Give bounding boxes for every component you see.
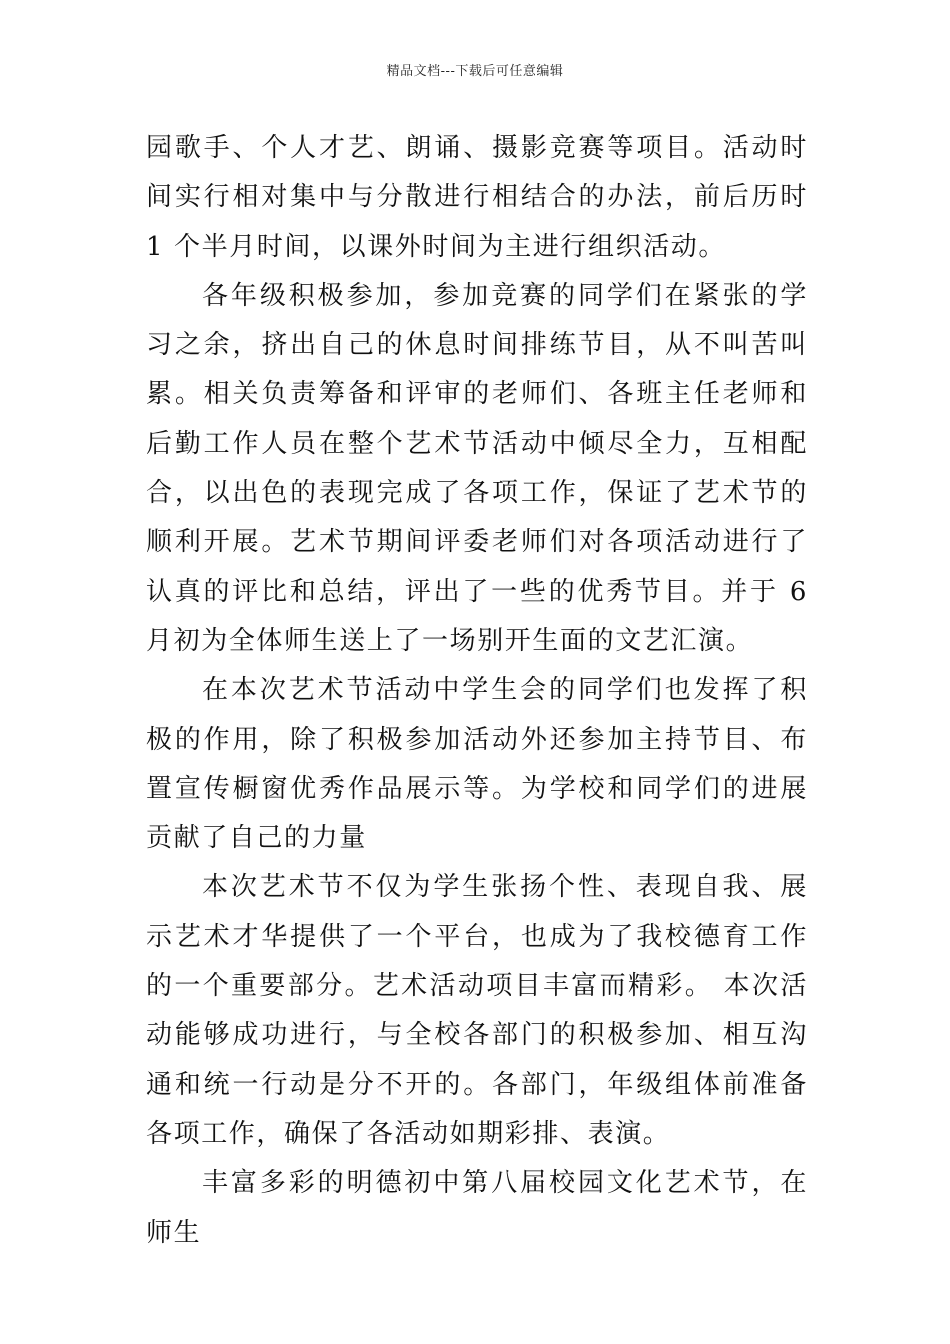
document-body	[146, 124, 808, 1258]
page-header: 精品文档---下载后可任意编辑	[386, 64, 564, 79]
paragraph-1: 园歌手、个人才艺、朗诵、摄影竞赛等项目。活动时间实行相对集中与分散进行相结合的办法，前后历时 1 个半月时间，以课外时间为主进行组织活动。	[146, 133, 808, 262]
paragraph-2: 各年级积极参加，参加竞赛的同学们在紧张的学习之余，挤出自己的休息时间排练节目，从不叫苦叫累。相关负责筹备和评审的老师们、各班主任老师和后勤工作人员在整个艺术节活动中倾尽全力，互相配合，以出色的表现完成了各项工作，保证了艺术节的顺利开展。艺术节期间评委老师们对各项活动进行了认真的评比和总结，评出了一些的优秀节目。并于 6 月初为全体师生送上了一场别开生面的文艺汇演。	[146, 280, 808, 656]
paragraph-4: 本次艺术节不仅为学生张扬个性、表现自我、展示艺术才华提供了一个平台，也成为了我校德育工作的一个重要部分。艺术活动项目丰富而精彩。 本次活动能够成功进行，与全校各部门的积极参加、相互沟通和统一行动是分不开的。各部门，年级组体前准备各项工作，确保了各活动如期彩排、表演。	[146, 872, 808, 1149]
paragraph-5: 丰富多彩的明德初中第八届校园文化艺术节，在师生	[146, 1168, 808, 1248]
paragraph-3: 在本次艺术节活动中学生会的同学们也发挥了积极的作用，除了积极参加活动外还参加主持节目、布置宣传橱窗优秀作品展示等。为学校和同学们的进展贡献了自己的力量	[146, 675, 808, 854]
